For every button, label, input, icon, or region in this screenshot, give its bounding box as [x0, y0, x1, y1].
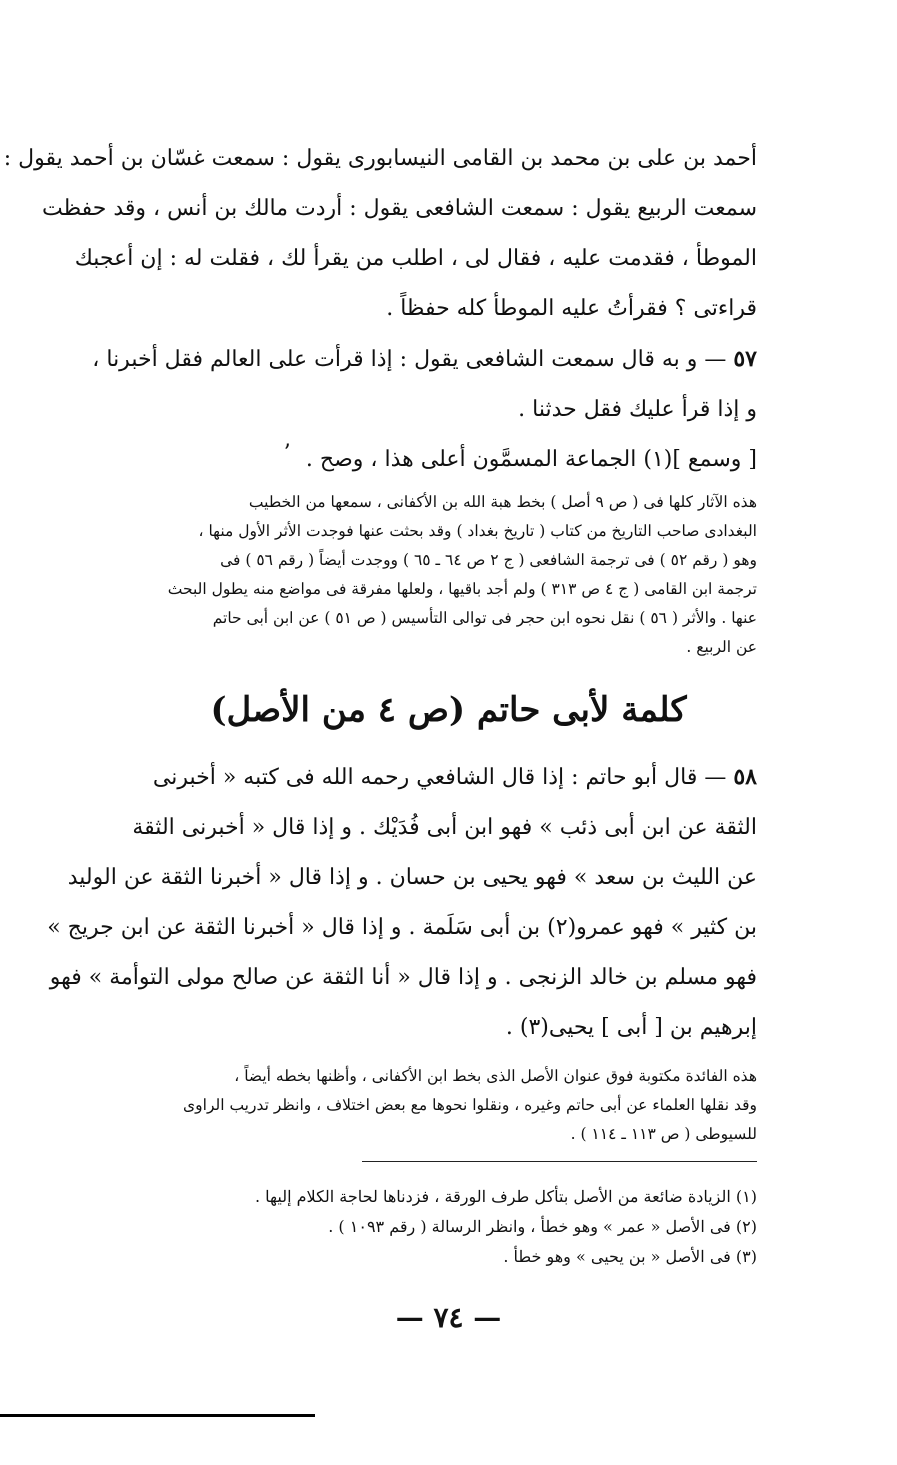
- paragraph-continuation: [3, 134, 757, 334]
- footnotes: [137, 1182, 757, 1272]
- scan-edge-line: [0, 1414, 315, 1417]
- text-line: سمعت الربيع يقول : سمعت الشافعى يقول : أردت مالك بن أنس ، وقد حفظت: [42, 196, 757, 221]
- note-line: البغدادى صاحب التاريخ من كتاب ( تاريخ بغداد ) وقد بحثت عنها فوجدت الأثر الأول منها ،: [198, 522, 757, 540]
- commentary-note-2: [137, 1062, 757, 1149]
- item-text: — و به قال سمعت الشافعى يقول : إذا قرأت على العالم فقل أخبرنا ،: [92, 347, 727, 372]
- text-line: [137, 752, 757, 803]
- text-line: عن الليث بن سعد » فهو يحيى بن حسان . و إذا قال « أخبرنا الثقة عن الوليد: [67, 865, 757, 890]
- text-line: أحمد بن على بن محمد بن القامى النيسابورى يقول : سمعت غسّان بن أحمد يقول :: [3, 146, 757, 171]
- item-text: — قال أبو حاتم : إذا قال الشافعي رحمه الله فى كتبه « أخبرنى: [152, 765, 727, 790]
- text-line: و إذا قرأ عليك فقل حدثنا .: [518, 397, 757, 422]
- commentary-note-1: [137, 488, 757, 662]
- text-line: [ وسمع ](١) الجماعة المسمَّون أعلى هذا ، وصح .: [305, 447, 757, 472]
- text-line: [92, 334, 757, 385]
- note-line: للسيوطى ( ص ١١٣ ـ ١١٤ ) .: [570, 1125, 757, 1143]
- text-line: إبرهيم بن [ أبى ] يحيى(٣) .: [505, 1015, 757, 1040]
- footnote: (٢) فى الأصل « عمر » وهو خطأ ، وانظر الرسالة ( رقم ١٠٩٣ ) .: [328, 1217, 757, 1236]
- paragraph-item-57: [92, 334, 757, 485]
- page-number: — ٧٤ —: [395, 1301, 502, 1334]
- text-line: الثقة عن ابن أبى ذئب » فهو ابن أبى فُدَيْك . و إذا قال « أخبرنى الثقة: [132, 815, 757, 840]
- note-line: وقد نقلها العلماء عن أبى حاتم وغيره ، ونقلوا نحوها مع بعض اختلاف ، وانظر تدريب الراوى: [183, 1096, 757, 1114]
- text-line: قراءتى ؟ فقرأتُ عليه الموطأ كله حفظاً .: [386, 296, 757, 321]
- item-number: ٥٧: [733, 346, 757, 372]
- paragraph-item-58: [47, 752, 757, 1053]
- note-line: هذه الآثار كلها فى ( ص ٩ أصل ) بخط هبة الله بن الأكفانى ، سمعها من الخطيب: [248, 493, 757, 511]
- text-line: الموطأ ، فقدمت عليه ، فقال لى ، اطلب من يقرأ لك ، فقلت له : إن أعجبك: [74, 246, 757, 271]
- note-line: ترجمة ابن القامى ( ج ٤ ص ٣١٣ ) ولم أجد باقيها ، ولعلها مفرقة فى مواضع منه يطول البحث: [167, 580, 757, 598]
- text-line: بن كثير » فهو عمرو(٢) بن أبى سَلَمة . و إذا قال « أخبرنا الثقة عن ابن جريج »: [47, 915, 757, 940]
- footnote: (٣) فى الأصل « بن يحيى » وهو خطأ .: [503, 1247, 757, 1266]
- stray-mark: ʼ: [283, 441, 290, 466]
- note-line: وهو ( رقم ٥٢ ) فى ترجمة الشافعى ( ج ٢ ص ٦٤ ـ ٦٥ ) ووجدت أيضاً ( رقم ٥٦ ) فى: [220, 551, 757, 569]
- section-heading: كلمة لأبى حاتم (ص ٤ من الأصل): [210, 690, 687, 730]
- footnote: (١) الزيادة ضائعة من الأصل بتأكل طرف الورقة ، فزدناها لحاجة الكلام إليها .: [254, 1187, 757, 1206]
- text-line: فهو مسلم بن خالد الزنجى . و إذا قال « أنا الثقة عن صالح مولى التوأمة » فهو: [49, 965, 757, 990]
- note-line: عن الربيع .: [686, 638, 757, 656]
- note-line: هذه الفائدة مكتوبة فوق عنوان الأصل الذى بخط ابن الأكفانى ، وأظنها بخطه أيضاً ،: [234, 1067, 757, 1085]
- note-line: عنها . والأثر ( ٥٦ ) نقل نحوه ابن حجر فى توالى التأسيس ( ص ٥١ ) عن ابن أبى حاتم: [212, 609, 757, 627]
- item-number: ٥٨: [733, 764, 757, 790]
- footnote-divider: [362, 1161, 757, 1162]
